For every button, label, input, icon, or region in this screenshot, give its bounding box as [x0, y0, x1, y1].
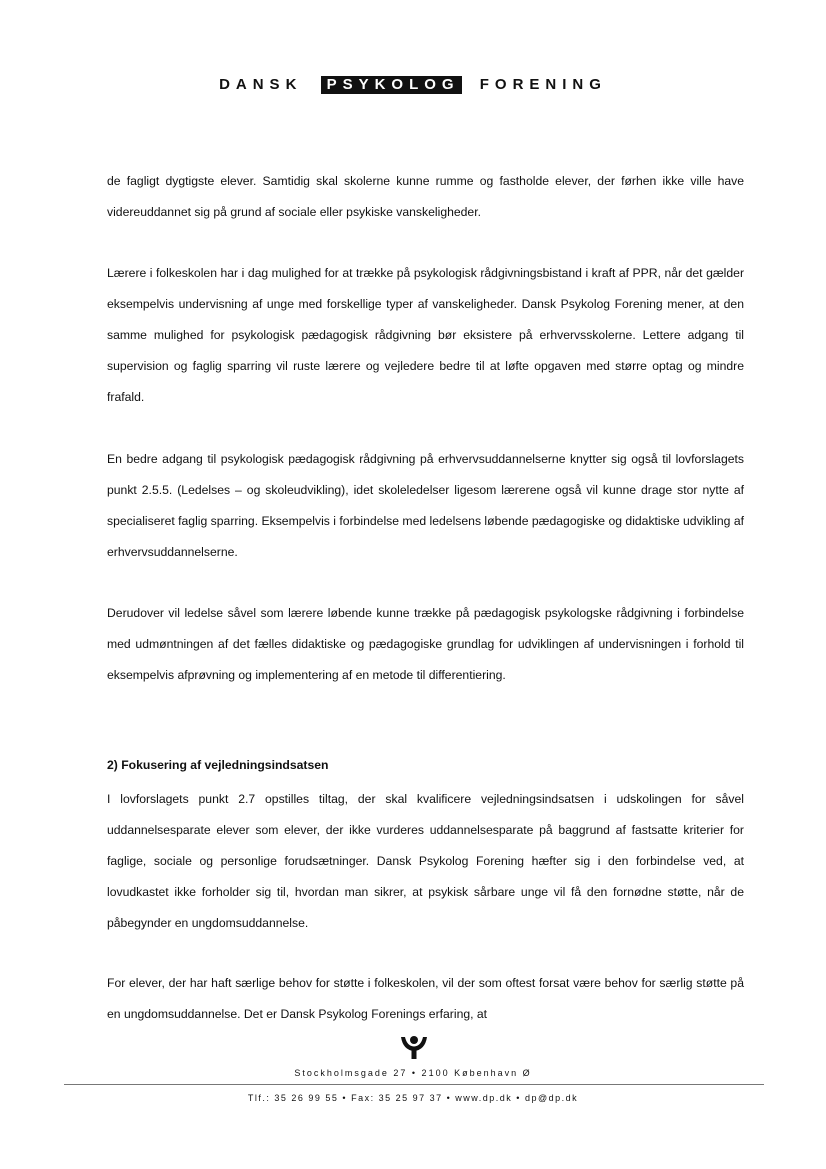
footer-contact: Tlf.: 35 26 99 55 • Fax: 35 25 97 37 • www.dp.dk • dp@dp.dk	[247, 1093, 579, 1103]
paragraph-2: Lærere i folkeskolen har i dag mulighed for at trække på psykologisk rådgivningsbistand i kraft af PPR, når det gælder eksempelvis undervisning af unge med forskellige typer af vanskeligheder. Dansk Psykolog Forening mener, at den samme mulighed for psykologisk pædagogisk rådgivning bør eksistere på erhvervsskolerne. Lettere adgang til supervision og faglig sparring vil ruste lærere og vejledere bedre til at løfte opgaven med større optag og mindre frafald.	[107, 266, 744, 404]
footer-divider	[64, 1084, 764, 1085]
letterhead-word-psykolog: PSYKOLOG	[321, 76, 462, 94]
paragraph-4: Derudover vil ledelse såvel som lærere løbende kunne trække på pædagogisk psykologske rådgivning i forbindelse med udmøntningen af det fælles didaktiske og pædagogiske grundlag for udviklingen af undervisningen i forhold til eksempelvis afprøvning og implementering af en metode til differentiering.	[107, 606, 744, 682]
paragraph-5: I lovforslagets punkt 2.7 opstilles tiltag, der skal kvalificere vejledningsindsatsen i udskolingen for såvel uddannelsesparate elever som elever, der ikke vurderes uddannelsesparate på baggrund af fastsatte kriterier for faglige, sociale og personlige forudsætninger. Dansk Psykolog Forening hæfter sig i den forbindelse ved, at lovudkastet ikke forholder sig til, hvordan man sikrer, at psykisk sårbare unge vil få den fornødne støtte, når de påbegynder en ungdomsuddannelse.	[107, 792, 744, 930]
letterhead	[0, 76, 826, 94]
footer-address: Stockholmsgade 27 • 2100 København Ø	[294, 1068, 532, 1078]
letterhead-word-dansk: DANSK	[219, 76, 303, 93]
paragraph-1: de fagligt dygtigste elever. Samtidig skal skolerne kunne rumme og fastholde elever, der førhen ikke ville have videreuddannet sig på grund af sociale eller psykiske vanskeligheder.	[107, 174, 744, 219]
letterhead-word-forening: FORENING	[479, 76, 607, 93]
paragraph-3: En bedre adgang til psykologisk pædagogisk rådgivning på erhvervsuddannelserne knytter sig også til lovforslagets punkt 2.5.5. (Ledelses – og skoleudvikling), idet skoleledelser ligesom lærerene også vil kunne drage stor nytte af specialiseret faglig sparring. Eksempelvis i forbindelse med ledelsens løbende pædagogiske og didaktiske udvikling af erhvervsuddannelserne.	[107, 452, 744, 559]
association-logo-icon	[400, 1034, 428, 1065]
section-heading: 2) Fokusering af vejledningsindsatsen	[107, 758, 329, 772]
paragraph-6: For elever, der har haft særlige behov for støtte i folkeskolen, vil der som oftest forsat være behov for særlig støtte på en ungdomsuddannelse. Det er Dansk Psykolog Forenings erfaring, at	[107, 976, 744, 1021]
